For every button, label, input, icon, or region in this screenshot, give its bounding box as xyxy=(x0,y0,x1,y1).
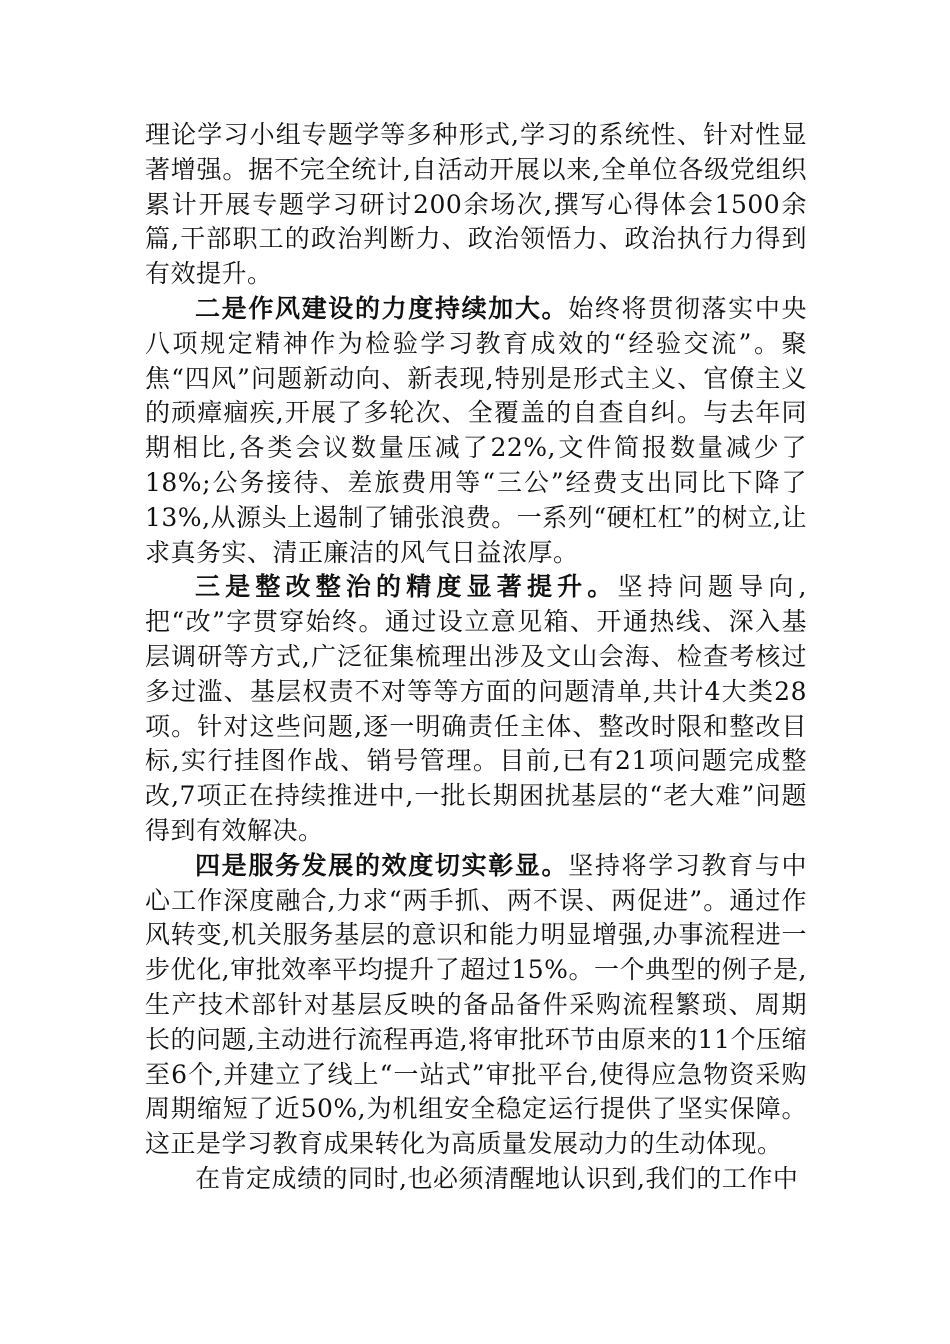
paragraph-conclusion-start xyxy=(145,1162,807,1197)
paragraph-text: 坚持将学习教育与中心工作深度融合,力求“两手抓、两不误、两促进”。通过作风转变,机关服务基层的意识和能力明显增强,办事流程进一步优化,审批效率平均提升了超过15%。一个典型的例子是,生产技术部针对基层反映的备品备件采购流程繁琐、周期长的问题,主动进行流程再造,将审批环节由原来的11个压缩至6个,并建立了线上“一站式”审批平台,使得应急物资采购周期缩短了近50%,为机组安全稳定运行提供了坚实保障。这正是学习教育成果转化为高质量发展动力的生动体现。 xyxy=(145,850,807,1159)
paragraph-text: 理论学习小组专题学等多种形式,学习的系统性、针对性显著增强。据不完全统计,自活动开展以来,全单位各级党组织累计开展专题学习研讨200余场次,撰写心得体会1500余篇,干部职工的政治判断力、政治领悟力、政治执行力得到有效提升。 xyxy=(145,120,807,289)
paragraph-service-development xyxy=(145,849,807,1162)
document-page xyxy=(145,118,807,1197)
paragraph-work-style xyxy=(145,292,807,570)
paragraph-text: 在肯定成绩的同时,也必须清醒地认识到,我们的工作中 xyxy=(195,1163,799,1193)
paragraph-lead: 三是整改整治的精度显著提升。 xyxy=(195,572,618,602)
paragraph-text: 始终将贯彻落实中央八项规定精神作为检验学习教育成效的“经验交流”。聚焦“四风”问题新动向、新表现,特别是形式主义、官僚主义的顽瘴痼疾,开展了多轮次、全覆盖的自查自纠。与去年同期相比,各类会议数量压减了22%,文件简报数量减少了18%;公务接待、差旅费用等“三公”经费支出同比下降了13%,从源头上遏制了铺张浪费。一系列“硬杠杠”的树立,让求真务实、清正廉洁的风气日益浓厚。 xyxy=(145,293,807,567)
paragraph-lead: 四是服务发展的效度切实彰显。 xyxy=(195,850,569,880)
paragraph-lead: 二是作风建设的力度持续加大。 xyxy=(195,293,569,323)
paragraph-study-continued xyxy=(145,118,807,292)
paragraph-text: 坚持问题导向,把“改”字贯穿始终。通过设立意见箱、开通热线、深入基层调研等方式,广泛征集梳理出涉及文山会海、检查考核过多过滥、基层权责不对等等方面的问题清单,共计4大类28项。针对这些问题,逐一明确责任主体、整改时限和整改目标,实行挂图作战、销号管理。目前,已有21项问题完成整改,7项正在持续推进中,一批长期困扰基层的“老大难”问题得到有效解决。 xyxy=(145,572,807,845)
paragraph-rectification xyxy=(145,570,807,848)
